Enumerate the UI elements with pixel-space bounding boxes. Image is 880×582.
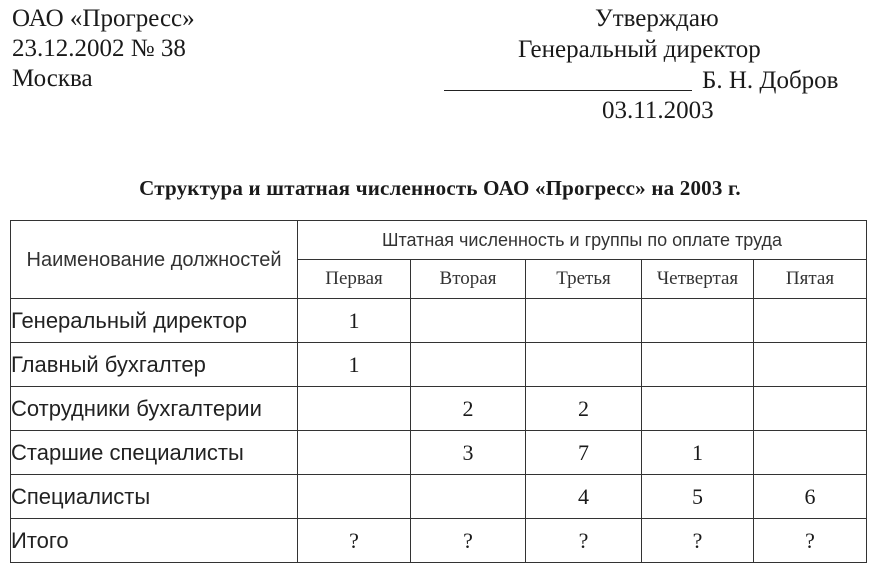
cell-value xyxy=(411,343,526,387)
approve-label: Утверждаю xyxy=(595,5,719,32)
table-row xyxy=(11,475,867,519)
cell-value xyxy=(298,387,411,431)
table-row xyxy=(11,343,867,387)
row-name: Главный бухгалтер xyxy=(11,343,298,387)
cell-value: 7 xyxy=(526,431,642,475)
column-header-fourth: Четвертая xyxy=(642,260,754,299)
table-row xyxy=(11,431,867,475)
document-date-number: 23.12.2002 № 38 xyxy=(12,35,186,62)
signature-line xyxy=(444,90,692,91)
cell-value xyxy=(298,475,411,519)
cell-value xyxy=(754,387,867,431)
cell-value: 2 xyxy=(411,387,526,431)
cell-value: ? xyxy=(642,519,754,563)
position-column-header: Наименование должностей xyxy=(11,221,298,299)
cell-value xyxy=(754,431,867,475)
row-name: Сотрудники бухгалтерии xyxy=(11,387,298,431)
cell-value: 2 xyxy=(526,387,642,431)
row-name: Генеральный директор xyxy=(11,299,298,343)
cell-value: 5 xyxy=(642,475,754,519)
organization-block xyxy=(12,4,195,94)
cell-value: 6 xyxy=(754,475,867,519)
table-row-total xyxy=(11,519,867,563)
cell-value xyxy=(642,343,754,387)
cell-value xyxy=(754,343,867,387)
cell-value xyxy=(411,475,526,519)
cell-value xyxy=(642,299,754,343)
approver-name: Б. Н. Добров xyxy=(702,67,839,94)
cell-value: 1 xyxy=(642,431,754,475)
approval-date: 03.11.2003 xyxy=(602,97,714,124)
cell-value xyxy=(642,387,754,431)
cell-value: 1 xyxy=(298,299,411,343)
column-header-second: Вторая xyxy=(411,260,526,299)
cell-value xyxy=(298,431,411,475)
cell-value xyxy=(526,343,642,387)
document-title: Структура и штатная численность ОАО «Прогресс» на 2003 г. xyxy=(139,176,741,200)
table-row xyxy=(11,387,867,431)
column-header-third: Третья xyxy=(526,260,642,299)
cell-value: ? xyxy=(411,519,526,563)
cell-value: ? xyxy=(298,519,411,563)
cell-value: 1 xyxy=(298,343,411,387)
city: Москва xyxy=(12,65,93,92)
cell-value: ? xyxy=(526,519,642,563)
cell-value: 3 xyxy=(411,431,526,475)
approver-position: Генеральный директор xyxy=(518,36,761,63)
table-row xyxy=(11,299,867,343)
table-header-row xyxy=(11,221,867,260)
cell-value xyxy=(754,299,867,343)
row-name: Итого xyxy=(11,519,298,563)
row-name: Специалисты xyxy=(11,475,298,519)
organization-name: ОАО «Прогресс» xyxy=(12,5,195,32)
column-header-fifth: Пятая xyxy=(754,260,867,299)
staffing-table xyxy=(10,220,867,563)
cell-value: ? xyxy=(754,519,867,563)
cell-value xyxy=(411,299,526,343)
row-name: Старшие специалисты xyxy=(11,431,298,475)
group-column-header: Штатная численность и группы по оплате труда xyxy=(298,221,867,260)
cell-value: 4 xyxy=(526,475,642,519)
cell-value xyxy=(526,299,642,343)
column-header-first: Первая xyxy=(298,260,411,299)
